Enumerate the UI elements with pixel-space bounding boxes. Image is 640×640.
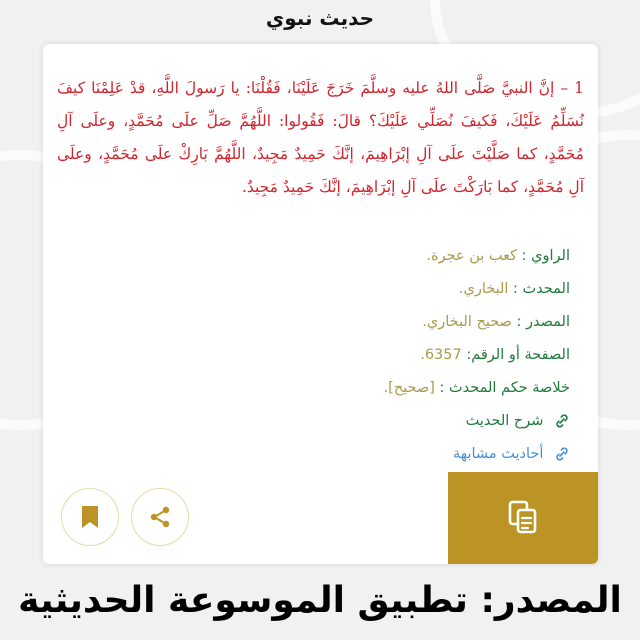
narrator-label: الراوي : <box>521 248 570 264</box>
muhaddith-label: المحدث : <box>513 281 570 297</box>
ruling-row <box>100 372 570 405</box>
share-button[interactable] <box>131 488 189 546</box>
source-label: المصدر : <box>516 314 570 330</box>
explanation-link[interactable] <box>100 405 570 438</box>
page-title: حديث نبوي <box>265 6 375 30</box>
explanation-link-label: شرح الحديث <box>465 413 544 429</box>
bookmark-button[interactable] <box>61 488 119 546</box>
ruling-label: خلاصة حكم المحدث : <box>439 380 570 396</box>
page-number-value: 6357. <box>420 347 462 363</box>
source-row <box>100 306 570 339</box>
page-number-label: الصفحة أو الرقم: <box>466 347 570 363</box>
narrator-row <box>100 240 570 273</box>
share-icon <box>148 505 172 529</box>
hadith-metadata <box>100 240 570 471</box>
source-value: صحيح البخاري. <box>422 314 512 330</box>
hadith-card <box>43 44 598 564</box>
link-icon <box>554 446 570 462</box>
source-caption: المصدر: تطبيق الموسوعة الحديثية <box>18 580 622 621</box>
hadith-text: 1 – إنَّ النبيَّ صَلَّى اللهُ عليه وسلَّمَ خَرَجَ عَلَيْنَا، فَقُلْنَا: يا رَسولَ اللَّهِ، قدْ عَلِمْنَا كيفَ نُسَلِّمُ عَلَيْكَ، فَكيفَ نُصَلِّي عَلَيْكَ؟ قالَ: فَقُولوا: اللَّهُمَّ صَلِّ علَى مُحَمَّدٍ، وعلَى آلِ مُحَمَّدٍ، كما صَلَّيْتَ علَى آلِ إبْرَاهِيمَ، إنَّكَ حَمِيدٌ مَجِيدٌ، اللَّهُمَّ بَارِكْ علَى مُحَمَّدٍ، وعلَى آلِ مُحَمَّدٍ، كما بَارَكْتَ علَى آلِ إبْرَاهِيمَ، إنَّكَ حَمِيدٌ مَجِيدٌ. <box>57 79 584 196</box>
similar-hadiths-link[interactable] <box>100 438 570 471</box>
page-number-row <box>100 339 570 372</box>
copy-button[interactable] <box>448 472 598 564</box>
muhaddith-row <box>100 273 570 306</box>
copy-icon <box>506 499 540 537</box>
link-icon <box>554 413 570 429</box>
bookmark-icon <box>79 504 101 530</box>
similar-hadiths-label: أحاديث مشابهة <box>453 446 544 462</box>
narrator-value: كعب بن عجرة. <box>426 248 518 264</box>
muhaddith-value: البخاري. <box>458 281 509 297</box>
ruling-value: [صحيح]. <box>383 380 435 396</box>
